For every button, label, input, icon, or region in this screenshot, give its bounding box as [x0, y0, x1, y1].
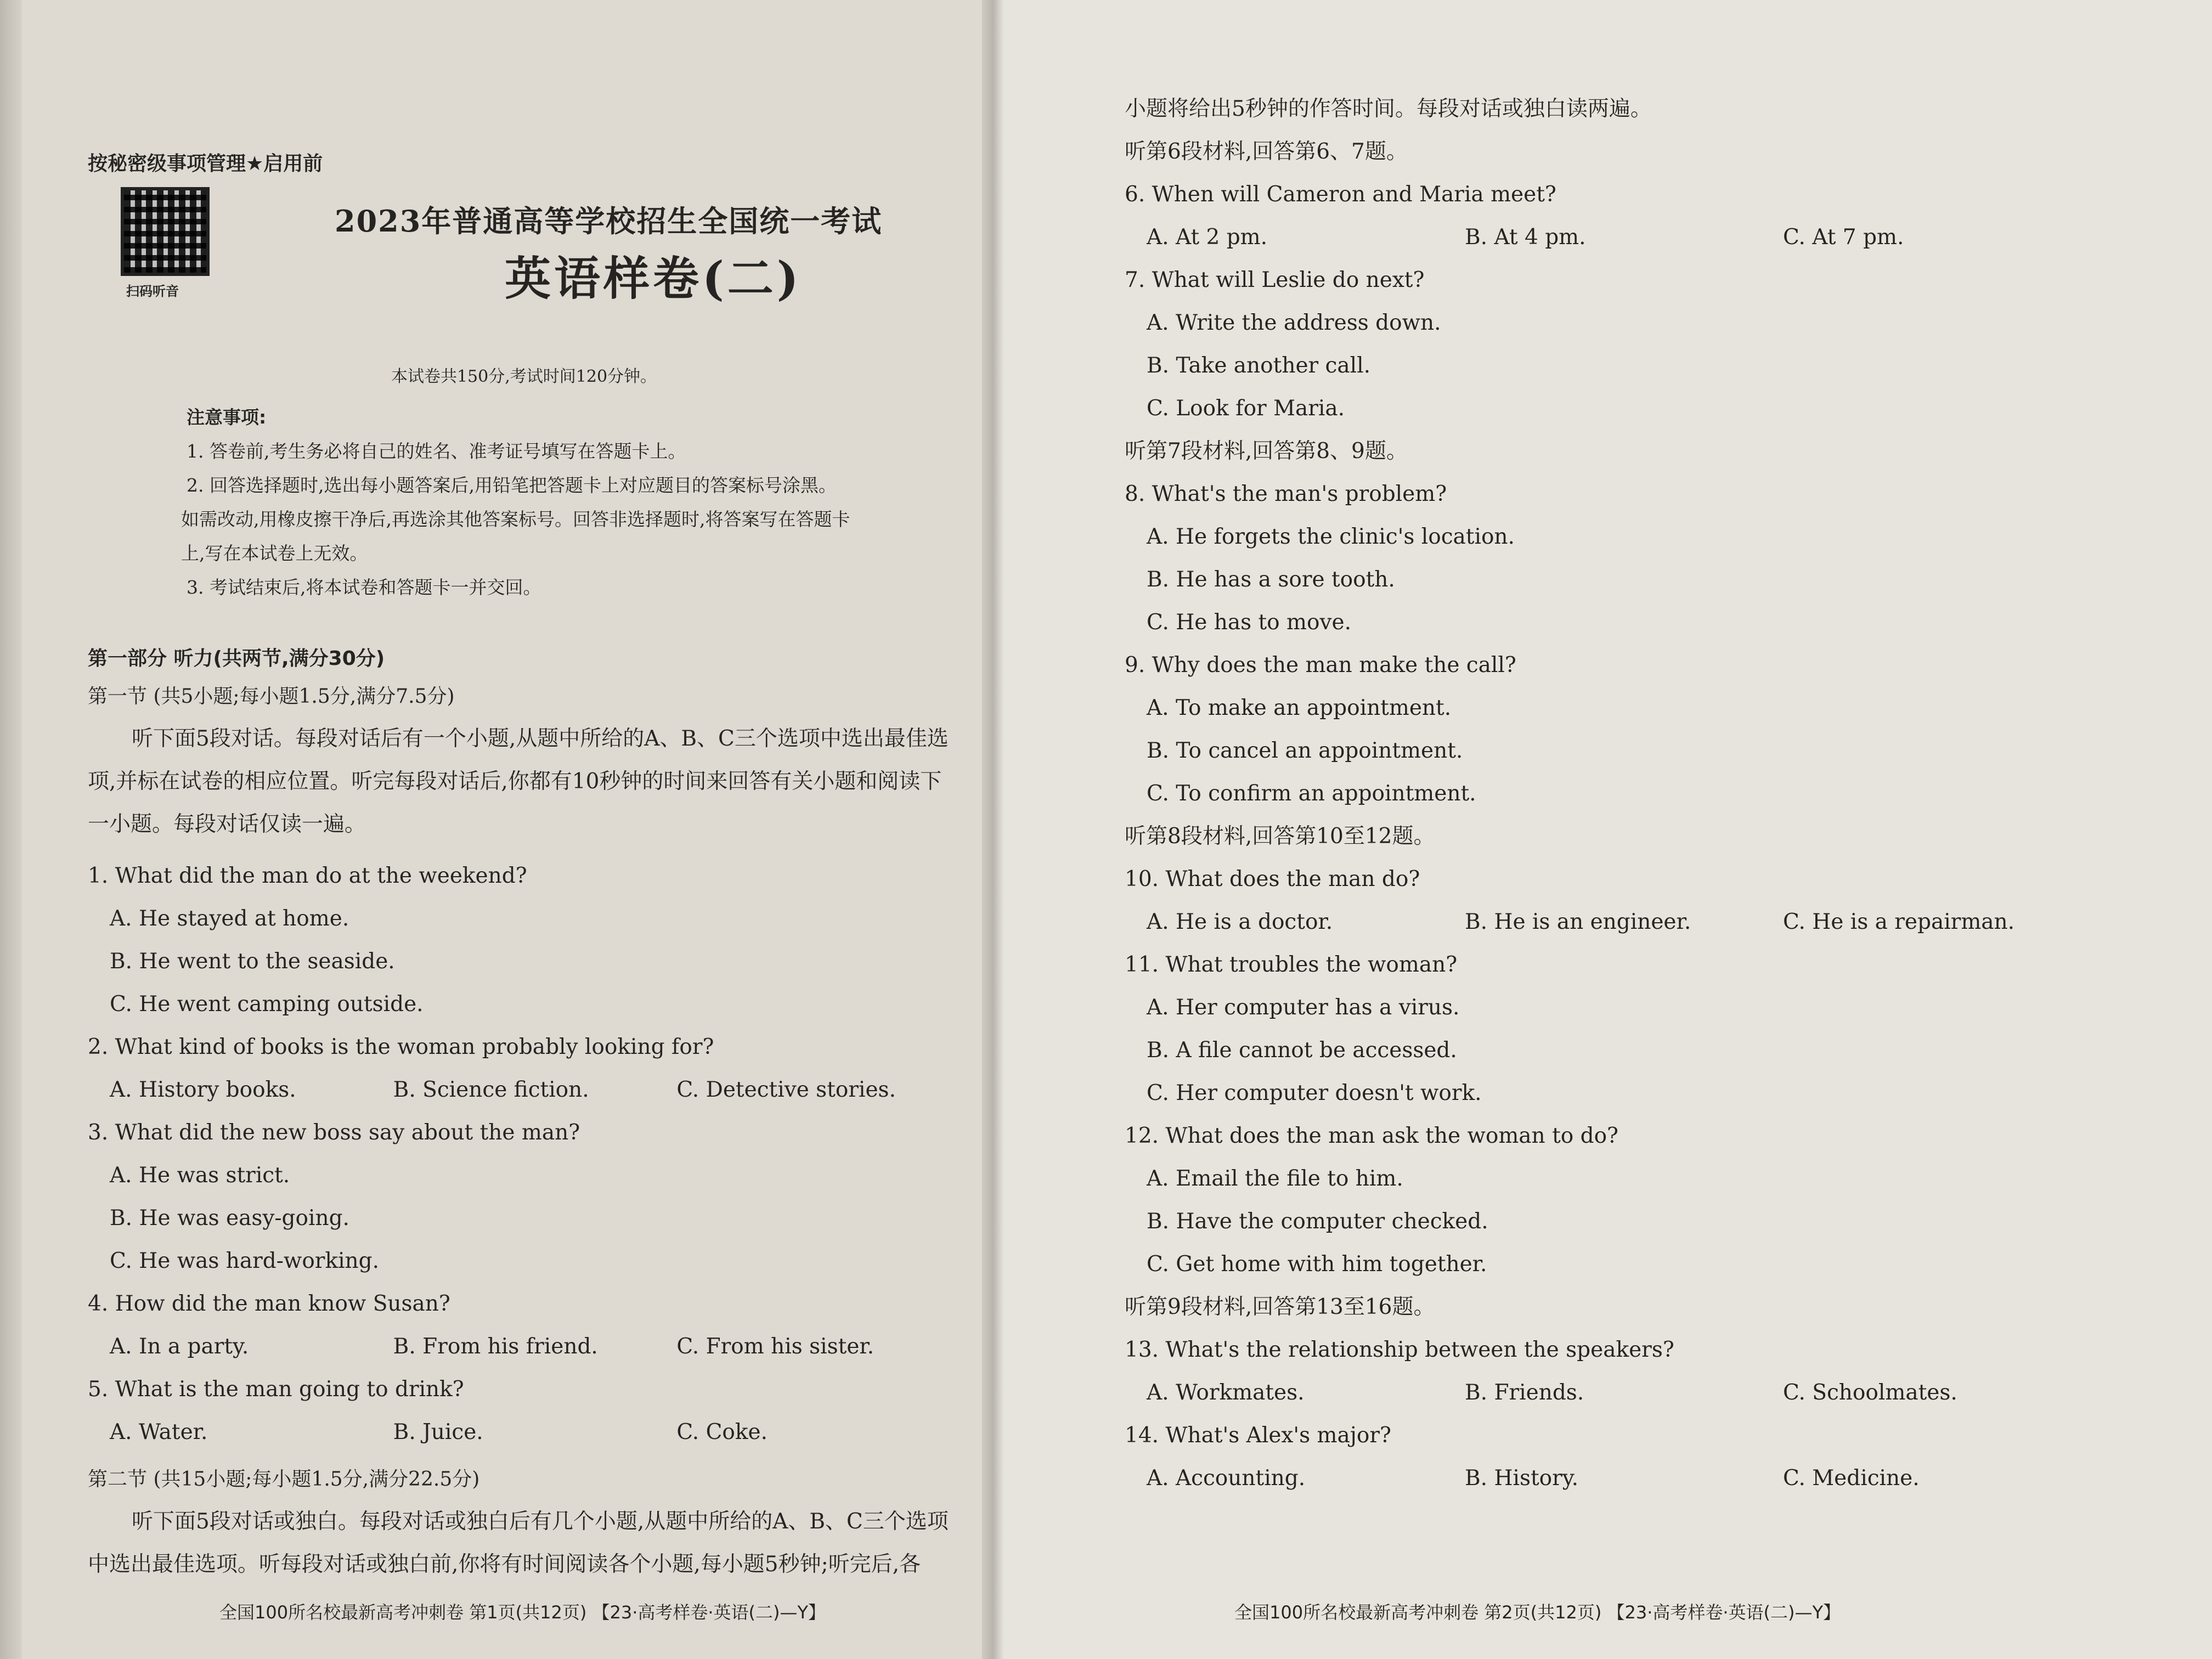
option-12c: C. Get home with him together. [1147, 1252, 1487, 1277]
option-3b: B. He was easy-going. [110, 1206, 349, 1231]
option-1c: C. He went camping outside. [110, 992, 424, 1017]
notice-heading: 注意事项: [187, 407, 267, 428]
left-footer: 全国100所名校最新高考冲刺卷 第1页(共12页) 【23·高考样卷·英语(二)—Y】 [219, 1602, 826, 1623]
left-page [0, 0, 993, 1659]
option-11a: A. Her computer has a virus. [1147, 995, 1460, 1020]
option-1b: B. He went to the seaside. [110, 949, 395, 974]
option-5a: A. Water. [110, 1420, 208, 1444]
question-2: 2. What kind of books is the woman probably looking for? [88, 1035, 714, 1059]
option-7b: B. Take another call. [1147, 353, 1370, 378]
option-11c: C. Her computer doesn't work. [1147, 1081, 1482, 1105]
option-14a: A. Accounting. [1147, 1466, 1306, 1491]
option-9c: C. To confirm an appointment. [1147, 781, 1476, 806]
right-footer: 全国100所名校最新高考冲刺卷 第2页(共12页) 【23·高考样卷·英语(二)—Y】 [1234, 1602, 1841, 1623]
question-12: 12. What does the man ask the woman to do? [1125, 1124, 1618, 1148]
question-3: 3. What did the new boss say about the man? [88, 1120, 580, 1145]
section-one-heading: 第一节 (共5小题;每小题1.5分,满分7.5分) [88, 685, 455, 708]
exam-title: 2023年普通高等学校招生全国统一考试 [335, 204, 883, 239]
exam-subtitle: 英语样卷(二) [505, 251, 802, 306]
option-2c: C. Detective stories. [676, 1077, 896, 1102]
options-10 [1125, 901, 2141, 944]
question-14: 14. What's Alex's major? [1125, 1423, 1391, 1448]
option-7c: C. Look for Maria. [1147, 396, 1345, 421]
option-10a: A. He is a doctor. [1147, 910, 1333, 934]
options-2 [88, 1069, 960, 1111]
option-10b: B. He is an engineer. [1465, 910, 1691, 934]
option-4c: C. From his sister. [676, 1334, 874, 1359]
section-one-instructions: 听下面5段对话。每段对话后有一个小题,从题中所给的A、B、C三个选项中选出最佳选项,并标在试卷的相应位置。听完每段对话后,你都有10秒钟的时间来回答有关小题和阅读下一小题。每段对话仅读一遍。 [88, 726, 949, 837]
option-8a: A. He forgets the clinic's location. [1147, 524, 1515, 549]
question-6: 6. When will Cameron and Maria meet? [1125, 182, 1556, 207]
question-13: 13. What's the relationship between the speakers? [1125, 1338, 1674, 1362]
question-10: 10. What does the man do? [1125, 867, 1420, 891]
option-13a: A. Workmates. [1147, 1380, 1305, 1405]
option-8c: C. He has to move. [1147, 610, 1352, 635]
option-13b: B. Friends. [1465, 1380, 1584, 1405]
material-8-heading: 听第8段材料,回答第10至12题。 [1125, 824, 1435, 849]
option-11b: B. A file cannot be accessed. [1147, 1038, 1457, 1063]
section-two-heading: 第二节 (共15小题;每小题1.5分,满分22.5分) [88, 1468, 480, 1491]
option-13c: C. Schoolmates. [1783, 1380, 1957, 1405]
material-6-heading: 听第6段材料,回答第6、7题。 [1125, 139, 1408, 164]
binding-gutter [0, 0, 22, 1659]
option-4b: B. From his friend. [393, 1334, 598, 1359]
option-3c: C. He was hard-working. [110, 1249, 380, 1273]
confidential-label: 按秘密级事项管理★启用前 [88, 153, 323, 175]
option-6c: C. At 7 pm. [1783, 225, 1904, 250]
notice-1: 1. 答卷前,考生务必将自己的姓名、准考证号填写在答题卡上。 [187, 441, 686, 462]
instructions-continued: 小题将给出5秒钟的作答时间。每段对话或独白读两遍。 [1125, 97, 1652, 121]
option-12a: A. Email the file to him. [1147, 1166, 1403, 1191]
notice-2-end: 上,写在本试卷上无效。 [181, 543, 368, 564]
option-6a: A. At 2 pm. [1147, 225, 1268, 250]
options-5 [88, 1411, 960, 1454]
option-2b: B. Science fiction. [393, 1077, 589, 1102]
question-5: 5. What is the man going to drink? [88, 1377, 464, 1402]
question-7: 7. What will Leslie do next? [1125, 268, 1425, 292]
question-9: 9. Why does the man make the call? [1125, 653, 1516, 678]
option-3a: A. He was strict. [110, 1163, 290, 1188]
option-9a: A. To make an appointment. [1147, 696, 1452, 720]
material-9-heading: 听第9段材料,回答第13至16题。 [1125, 1295, 1435, 1319]
material-7-heading: 听第7段材料,回答第8、9题。 [1125, 439, 1408, 464]
section-two-instructions: 听下面5段对话或独白。每段对话或独白后有几个小题,从题中所给的A、B、C三个选项中选出最佳选项。听每段对话或独白前,你将有时间阅读各个小题,每小题5秒钟;听完后,各 [88, 1509, 949, 1577]
option-12b: B. Have the computer checked. [1147, 1209, 1488, 1234]
option-4a: A. In a party. [110, 1334, 249, 1359]
option-14b: B. History. [1465, 1466, 1578, 1491]
notice-3: 3. 考试结束后,将本试卷和答题卡一并交回。 [187, 577, 541, 598]
question-8: 8. What's the man's problem? [1125, 482, 1447, 506]
option-14c: C. Medicine. [1783, 1466, 1920, 1491]
options-14 [1125, 1457, 2141, 1500]
qr-label: 扫码听音 [126, 284, 179, 299]
exam-info: 本试卷共150分,考试时间120分钟。 [391, 367, 657, 386]
part-one-heading: 第一部分 听力(共两节,满分30分) [88, 647, 385, 670]
right-page [993, 0, 2212, 1659]
notice-2-cont: 如需改动,用橡皮擦干净后,再选涂其他答案标号。回答非选择题时,将答案写在答题卡 [181, 509, 850, 530]
option-1a: A. He stayed at home. [110, 906, 349, 931]
options-6 [1125, 216, 2141, 259]
option-2a: A. History books. [110, 1077, 296, 1102]
title-block [88, 176, 960, 357]
option-6b: B. At 4 pm. [1465, 225, 1586, 250]
option-5c: C. Coke. [676, 1420, 768, 1444]
notice-2: 2. 回答选择题时,选出每小题答案后,用铅笔把答题卡上对应题目的答案标号涂黑。 [187, 475, 837, 496]
qr-code-icon [121, 187, 210, 276]
question-1: 1. What did the man do at the weekend? [88, 864, 527, 888]
options-13 [1125, 1372, 2141, 1414]
question-11: 11. What troubles the woman? [1125, 952, 1458, 977]
option-8b: B. He has a sore tooth. [1147, 567, 1395, 592]
page-fold [982, 0, 1004, 1659]
question-4: 4. How did the man know Susan? [88, 1291, 450, 1316]
option-10c: C. He is a repairman. [1783, 910, 2015, 934]
option-7a: A. Write the address down. [1147, 311, 1441, 335]
option-5b: B. Juice. [393, 1420, 483, 1444]
option-9b: B. To cancel an appointment. [1147, 738, 1463, 763]
options-4 [88, 1325, 960, 1368]
